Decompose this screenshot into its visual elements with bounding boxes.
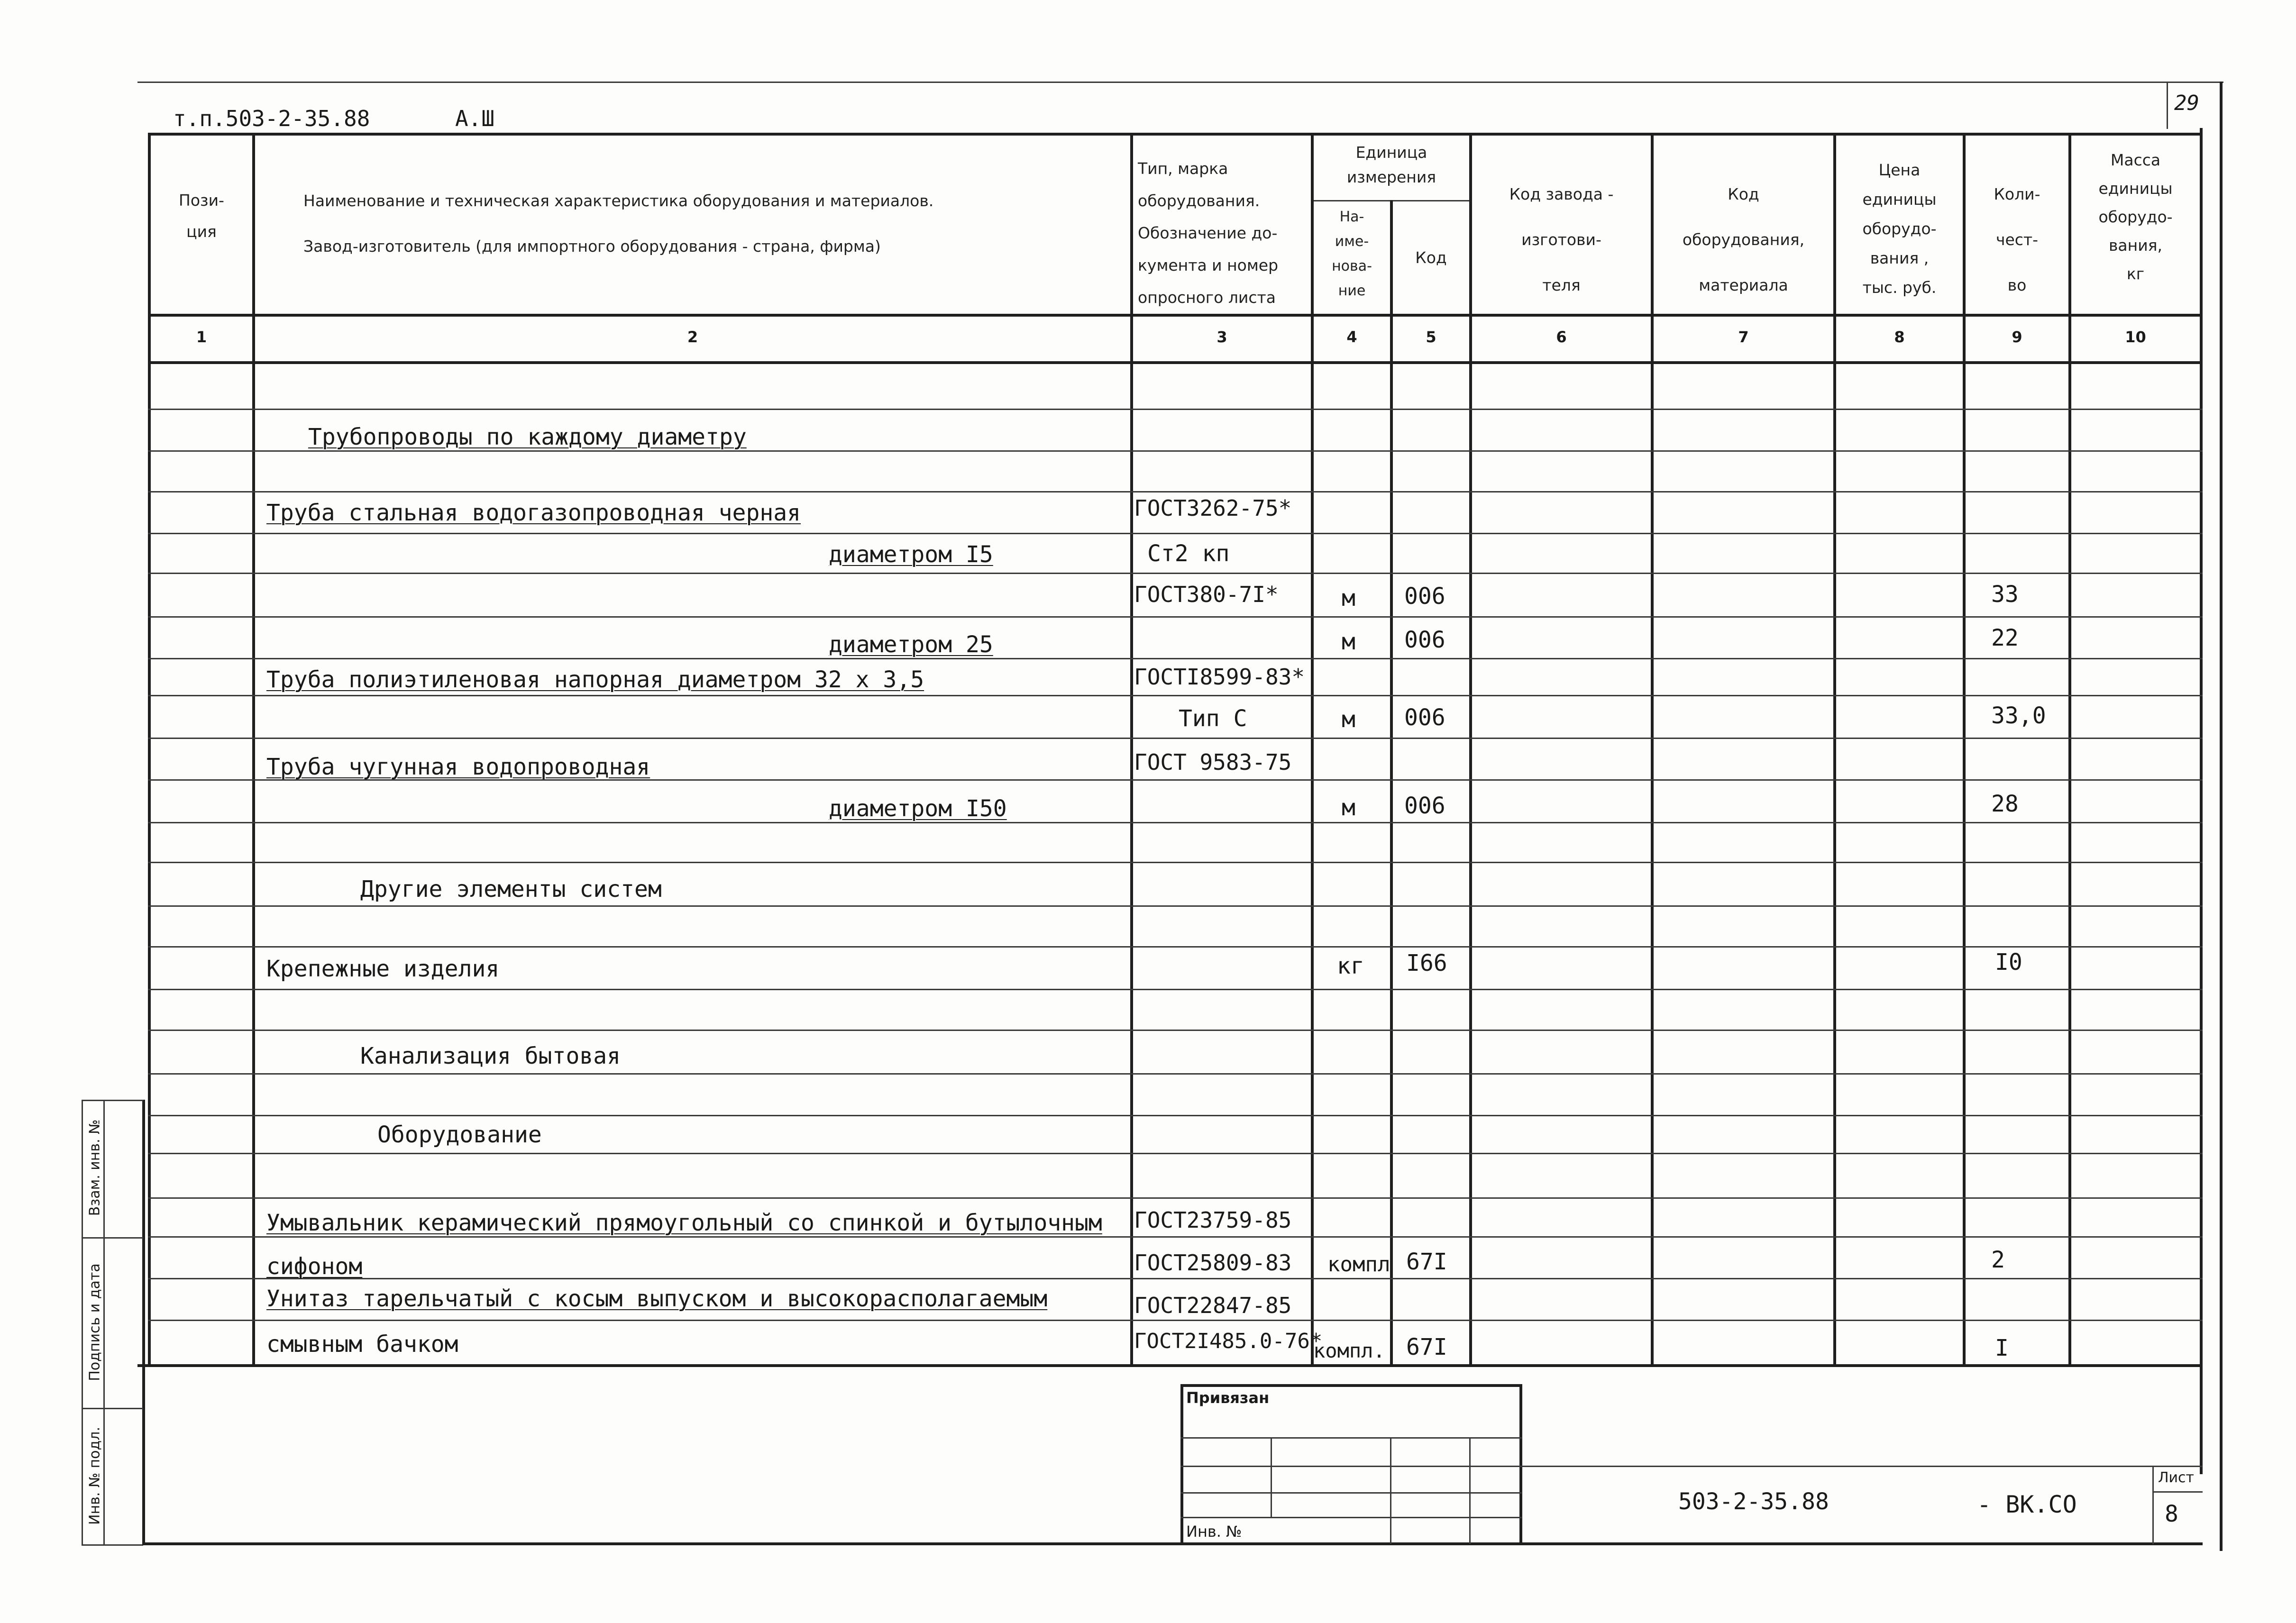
item-doc: ГОСТ23759-85: [1134, 1207, 1292, 1233]
item-code: 67I: [1406, 1249, 1447, 1275]
col-header-2: Наименование и техническая характеристика оборудования и материалов. Завод-изготовитель (для импортного оборудования - страна, фирма): [303, 191, 934, 255]
row-line: [148, 1153, 2203, 1154]
item-doc: ГОСТ380-7I*: [1134, 582, 1279, 607]
item-code: 006: [1404, 704, 1445, 731]
row-line: [148, 658, 2203, 659]
item-doc: ГОСТI8599-83*: [1134, 664, 1305, 690]
side-strip-right: [142, 1100, 145, 1545]
stamp-left-line: [1180, 1384, 1183, 1545]
row-line: [148, 491, 2203, 492]
col-header-3: Тип, марка оборудования. Обозначение до- кумента и номер опросного листа: [1138, 159, 1279, 307]
stamp-section: - ВК.СО: [1977, 1491, 2077, 1518]
item-name: Труба чугунная водопроводная: [266, 754, 650, 780]
row-line: [148, 862, 2203, 863]
row-line: [148, 1320, 2203, 1321]
item-name: диаметром 25: [829, 631, 993, 658]
right-outer-border: [2220, 82, 2223, 1551]
item-unit: м: [1342, 585, 1355, 611]
table-bottom-line: [137, 1364, 2203, 1367]
title-block-line: [1519, 1466, 2202, 1467]
item-unit: кг: [1337, 953, 1364, 979]
item-qty: I: [1995, 1335, 2009, 1361]
item-doc: ГОСТ22847-85: [1134, 1293, 1292, 1318]
corner-box-left: [2167, 82, 2168, 129]
item-qty: 33: [1991, 581, 2019, 608]
stamp-bottom-line: [142, 1542, 2203, 1545]
column-number-bottom-line: [148, 361, 2203, 364]
stamp-doc-code: 503-2-35.88: [1678, 1488, 1829, 1515]
side-label-vzam: Взам. инв. №: [86, 1119, 103, 1216]
col-num-10: 10: [2125, 328, 2146, 346]
document-code-top: т.п.503-2-35.88: [173, 106, 370, 131]
row-line: [148, 905, 2203, 907]
item-qty: 2: [1991, 1247, 2005, 1273]
col-num-5: 5: [1426, 328, 1436, 346]
stamp-privyazan: Привязан: [1186, 1389, 1270, 1407]
col-line-0: [148, 133, 151, 1365]
side-strip-line: [82, 1544, 143, 1546]
item-name: сифоном: [266, 1253, 363, 1280]
item-unit: м: [1342, 794, 1355, 821]
col-header-4: На- име- нова- ние: [1332, 209, 1372, 299]
item-unit: м: [1342, 629, 1355, 655]
top-border-line: [137, 82, 2223, 83]
row-line: [148, 1073, 2203, 1075]
stamp-top-line: [1180, 1384, 1522, 1387]
item-name: Унитаз тарельчатый с косым выпуском и высокорасполагаемым: [266, 1286, 1048, 1312]
table-top-line: [148, 133, 2203, 136]
item-code: 006: [1404, 627, 1445, 653]
item-doc: ГОСТ 9583-75: [1134, 749, 1292, 775]
item-qty: 28: [1991, 791, 2019, 817]
side-strip-line: [82, 1408, 143, 1409]
row-line: [148, 1278, 2203, 1279]
row-line: [148, 1115, 2203, 1116]
item-name: смывным бачком: [266, 1331, 458, 1358]
side-strip-mid: [103, 1100, 105, 1545]
stamp-line: [1180, 1466, 1522, 1467]
item-name: Умывальник керамический прямоугольный со спинкой и бутылочным: [266, 1210, 1102, 1236]
col-num-6: 6: [1556, 328, 1567, 346]
col-header-10: Масса единицы оборудо- вания, кг: [2098, 151, 2173, 283]
item-qty: 22: [1991, 625, 2019, 651]
row-line: [148, 1236, 2203, 1238]
item-code: I66: [1406, 950, 1447, 976]
col-header-7: Код оборудования, материала: [1682, 185, 1805, 294]
unit-group-header: Единица измерения: [1346, 143, 1436, 186]
item-doc: ГОСТ3262-75*: [1134, 495, 1292, 521]
col-header-6: Код завода - изготови- теля: [1509, 185, 1614, 294]
item-doc: Тип С: [1179, 705, 1247, 732]
item-name: диаметром I50: [829, 795, 1007, 822]
stamp-inv-no: Инв. №: [1186, 1523, 1242, 1541]
stamp-sheet-number: 8: [2165, 1501, 2178, 1527]
side-strip-line: [82, 1237, 143, 1239]
side-label-inv-podl: Инв. № подл.: [86, 1427, 103, 1525]
col-line-2: [1130, 133, 1133, 1365]
col-num-4: 4: [1346, 328, 1357, 346]
section-heading-other: Другие элементы систем: [360, 876, 662, 903]
col-header-9: Коли- чест- во: [1994, 185, 2040, 294]
page-corner-number: 29: [2174, 91, 2199, 115]
item-code: 006: [1404, 583, 1445, 610]
row-line: [148, 533, 2203, 534]
item-code: 67I: [1406, 1334, 1447, 1360]
album-label: А.Ш: [455, 106, 495, 131]
stamp-right-line: [1519, 1384, 1522, 1545]
col-num-7: 7: [1738, 328, 1749, 346]
section-heading-equipment: Оборудование: [377, 1122, 542, 1148]
item-name: Труба полиэтиленовая напорная диаметром 32 х 3,5: [266, 666, 924, 693]
stamp-cell-line: [1469, 1437, 1471, 1544]
item-name: Крепежные изделия: [266, 956, 500, 982]
row-line: [148, 450, 2203, 452]
item-unit: м: [1342, 706, 1355, 733]
row-line: [148, 409, 2203, 410]
side-label-podpis: Подпись и дата: [86, 1263, 103, 1381]
item-doc: ГОСТ25809-83: [1134, 1250, 1292, 1276]
row-line: [148, 573, 2203, 574]
col-num-9: 9: [2012, 328, 2022, 346]
section-heading-sewage: Канализация бытовая: [360, 1043, 621, 1069]
stamp-cell-line: [1390, 1437, 1391, 1544]
col-line-5: [1469, 133, 1472, 1365]
col-line-8: [1963, 133, 1966, 1365]
col-num-8: 8: [1894, 328, 1905, 346]
sheet-box-left: [2152, 1466, 2154, 1544]
col-num-1: 1: [196, 328, 207, 346]
row-line: [148, 1197, 2203, 1199]
col-header-5: Код: [1415, 248, 1447, 267]
item-unit: компл.: [1313, 1339, 1385, 1362]
col-line-4: [1390, 200, 1393, 1365]
col-line-3: [1311, 133, 1314, 1365]
side-strip-left: [82, 1100, 83, 1545]
stamp-line: [1180, 1437, 1522, 1439]
stamp-cell-line: [1271, 1437, 1272, 1518]
row-line: [148, 738, 2203, 739]
item-unit: компл: [1327, 1252, 1390, 1277]
item-code: 006: [1404, 793, 1445, 819]
col-num-3: 3: [1217, 328, 1227, 346]
item-qty: 33,0: [1991, 702, 2046, 729]
col-line-9: [2068, 133, 2071, 1365]
col-num-2: 2: [687, 328, 698, 346]
item-name: Труба стальная водогазопроводная черная: [266, 500, 801, 526]
section-heading-pipelines: Трубопроводы по каждому диаметру: [308, 424, 747, 450]
col-header-8: Цена единицы оборудо- вания , тыс. руб.: [1862, 161, 1937, 297]
row-line: [148, 616, 2203, 618]
row-line: [148, 989, 2203, 990]
inner-right-border: [2200, 128, 2203, 1474]
col-line-7: [1833, 133, 1836, 1365]
row-line: [148, 1030, 2203, 1031]
col-header-1: Пози- ция: [179, 191, 224, 241]
header-bottom-line: [148, 314, 2203, 317]
stamp-line: [1180, 1517, 1522, 1518]
row-line: [148, 946, 2203, 948]
stamp-line: [1180, 1492, 1522, 1494]
item-doc: ГОСТ2I485.0-76*: [1134, 1329, 1323, 1353]
col-line-1: [252, 133, 255, 1365]
item-doc: Ст2 кп: [1147, 540, 1230, 567]
row-line: [148, 822, 2203, 823]
item-qty: I0: [1995, 949, 2022, 976]
item-name: диаметром I5: [829, 541, 993, 568]
col-line-6: [1651, 133, 1654, 1365]
row-line: [148, 695, 2203, 696]
side-strip-line: [82, 1100, 143, 1101]
sheet-box-divider: [2152, 1491, 2203, 1493]
stamp-sheet-label: Лист: [2158, 1469, 2195, 1486]
